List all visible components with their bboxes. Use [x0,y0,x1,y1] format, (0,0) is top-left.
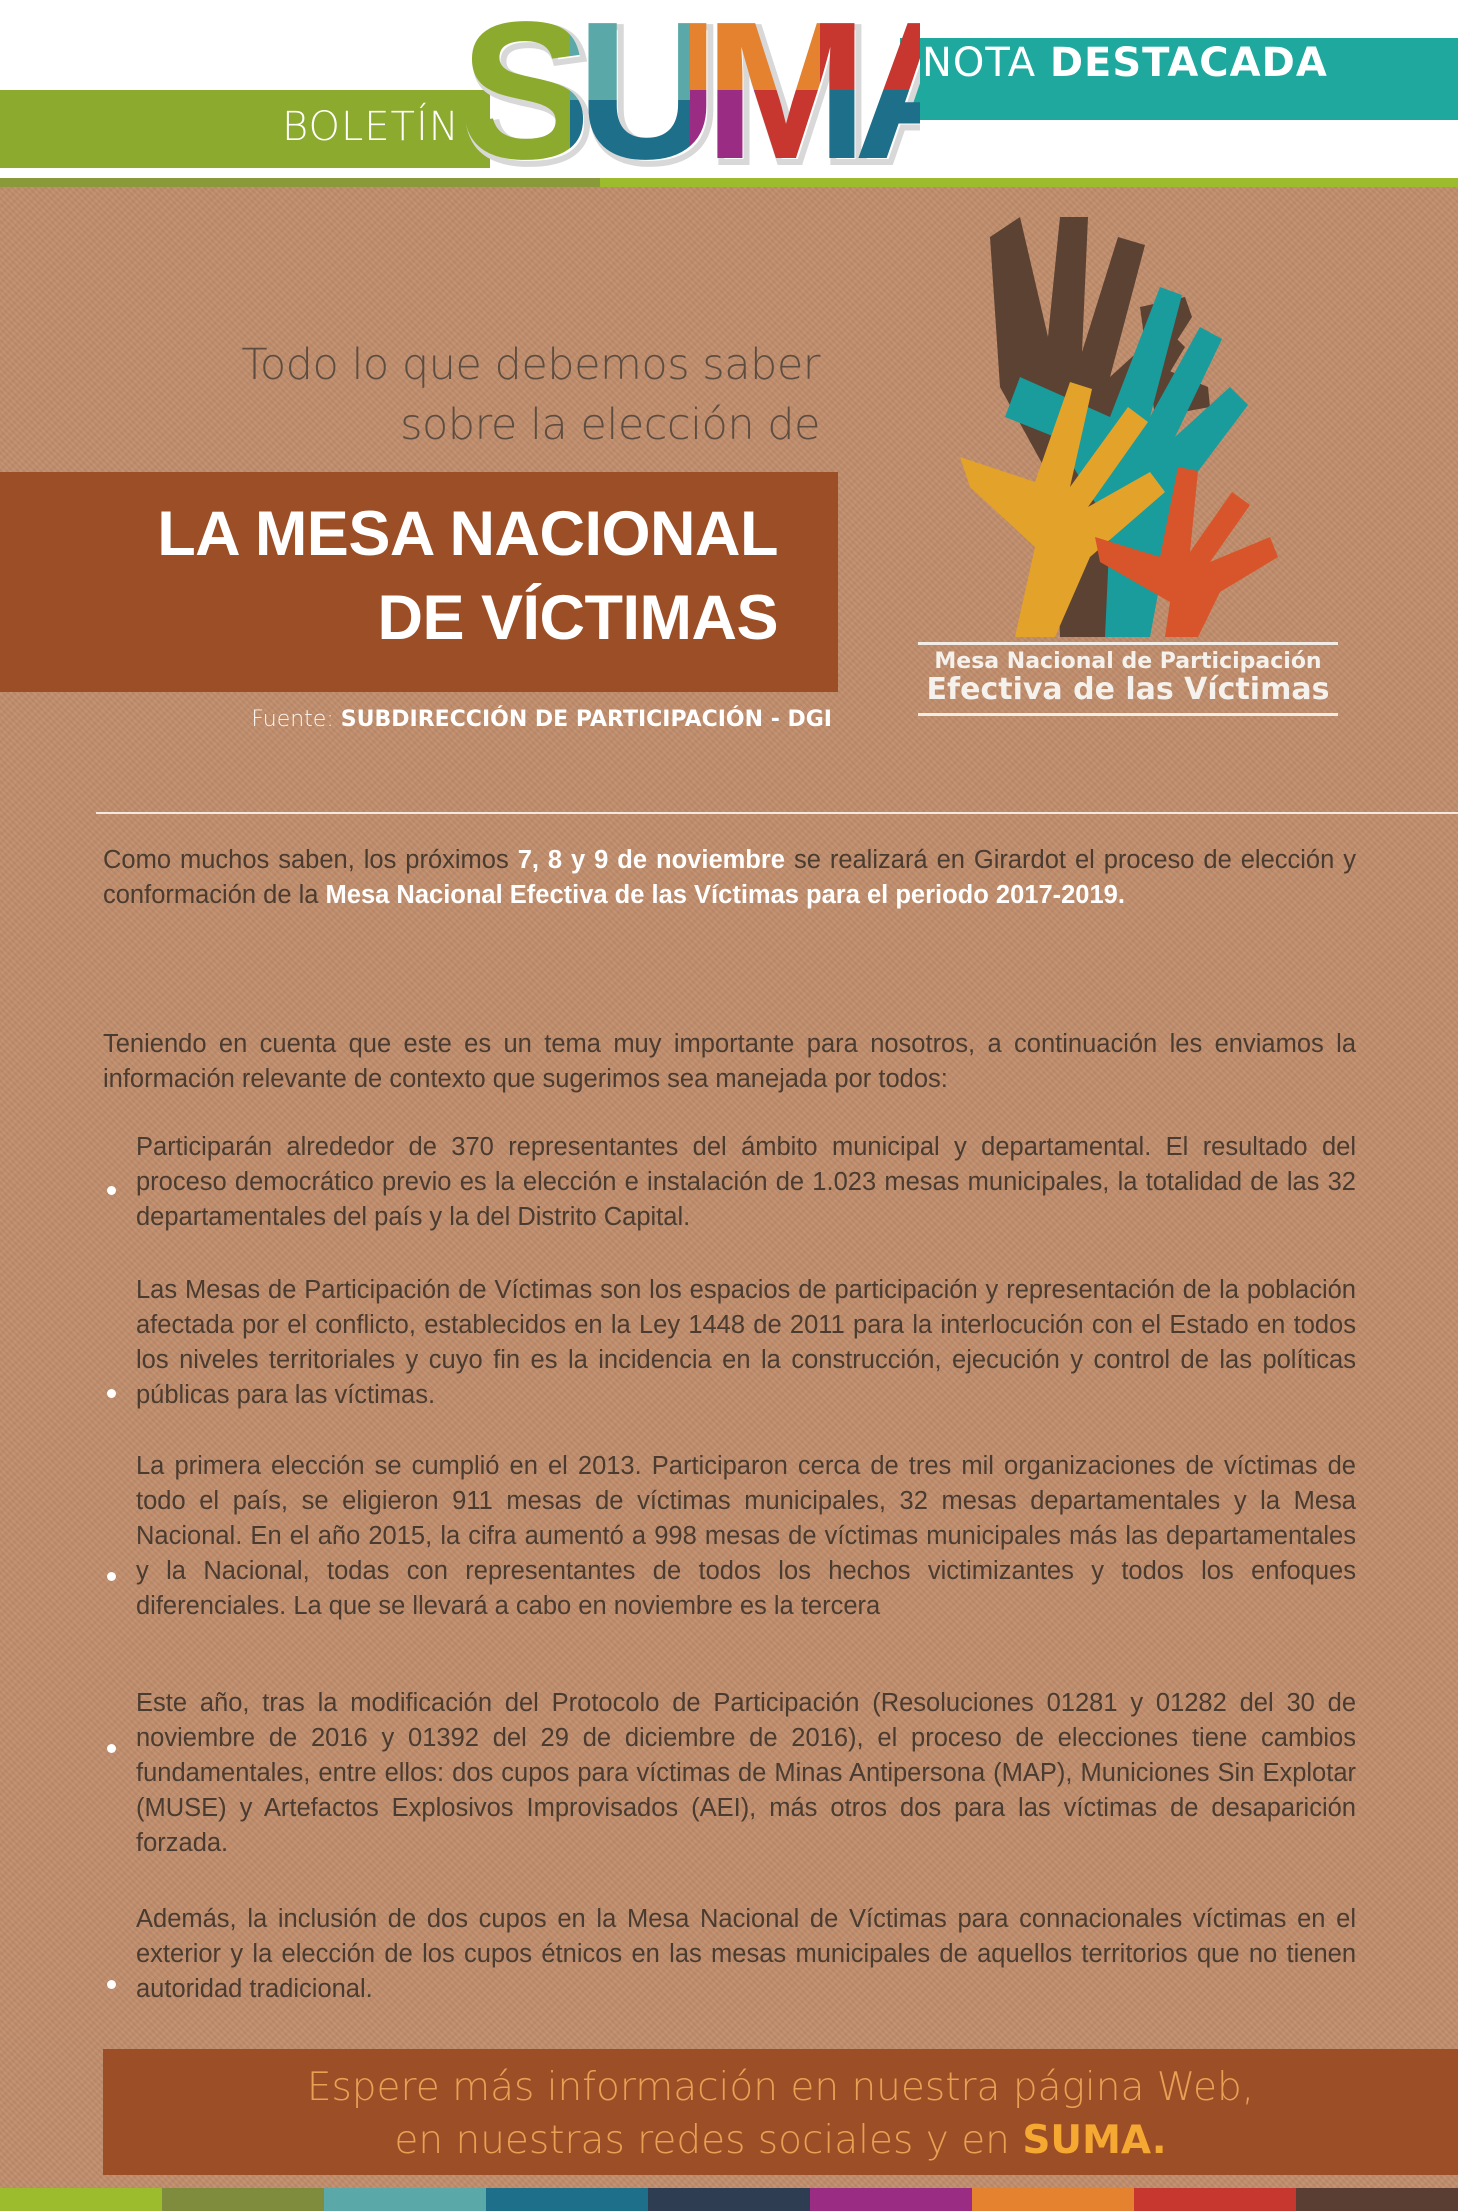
list-item-text: La primera elección se cumplió en el 2013. Participaron cerca de tres mil organizaciones de víctimas de todo el país, se eligieron 911 mesas de víctimas municipales, 32 mesas departamentales y la Mesa Nacional. En el año 2015, la cifra aumentó a 998 mesas de víctimas municipales más las departamentales y la Nacional, todas con representantes de todos los hechos victimizantes y todos los enfoques diferenciales. La que se llevará a cabo en noviembre es la tercera [136,1452,1356,1620]
header-underline-dark [0,178,600,187]
source-value: SUBDIRECCIÓN DE PARTICIPACIÓN - DGI [340,707,832,732]
nota-label: NOTA [922,40,1037,86]
p1-text-a: Como muchos saben, los próximos [103,846,518,874]
bullet-dot [107,1744,116,1753]
p1-dates: 7, 8 y 9 de noviembre [517,846,785,874]
footer-line-2-text: en nuestras redes sociales y en [394,2118,1023,2163]
color-strip-segment [1134,2188,1296,2211]
list-item [103,1449,1356,1624]
logo-caption-line-2: Efectiva de las Víctimas [926,672,1330,707]
paragraph-intro [103,843,1356,913]
intro-line-1: Todo lo que debemos saber [241,340,820,390]
title-banner [0,472,838,692]
list-item [103,1130,1356,1235]
hands-logo [960,217,1340,657]
intro-heading [180,335,820,455]
suma-logo [460,0,920,170]
footer-callout [103,2049,1458,2175]
bullet-dot [107,1389,116,1398]
logo-caption-bottom-rule [918,713,1338,716]
logo-caption [916,642,1340,716]
p1-mesa-name: Mesa Nacional Efectiva de las Víctimas para el periodo 2017-2019. [325,881,1125,909]
header [0,0,1458,187]
intro-line-2: sobre la elección de [400,400,820,450]
main-content [0,187,1458,2188]
color-strip-segment [162,2188,324,2211]
color-strip-segment [324,2188,486,2211]
bullet-dot [107,1186,116,1195]
logo-caption-top-rule [918,642,1338,645]
list-item-text: Además, la inclusión de dos cupos en la Mesa Nacional de Víctimas para connacionales víctimas en el exterior y la elección de los cupos étnicos en las mesas municipales de aquellos territorios que no tienen autoridad tradicional. [136,1905,1356,2003]
footer-line-2 [103,2114,1458,2167]
section-divider [96,812,1458,814]
color-strip-segment [648,2188,810,2211]
bullet-dot [107,1572,116,1581]
color-strip-segment [0,2188,162,2211]
color-strip-segment [810,2188,972,2211]
color-strip-segment [1296,2188,1458,2211]
list-item-text: Participarán alrededor de 370 representantes del ámbito municipal y departamental. El resultado del proceso democrático previo es la elección e instalación de 1.023 mesas municipales, la totalidad de las 32 departamentales del país y la del Distrito Capital. [136,1133,1356,1231]
list-item-text: Este año, tras la modificación del Protocolo de Participación (Resoluciones 01281 y 01282 del 30 de noviembre de 2016 y 01392 del 29 de diciembre de 2016), el proceso de elecciones tiene cambios fundamentales, entre ellos: dos cupos para víctimas de Minas Antipersona (MAP), Municiones Sin Explotar (MUSE) y Artefactos Explosivos Improvisados (AEI), más otros dos para las víctimas de desaparición forzada. [136,1689,1356,1857]
destacada-label: DESTACADA [1049,40,1328,86]
p1-text-c: se realizará en Girardot el proceso de elección y conformación de la [103,846,1357,909]
list-item [103,1686,1356,1861]
logo-caption-line-1: Mesa Nacional de Participación [934,649,1322,674]
paragraph-context: Teniendo en cuenta que este es un tema muy importante para nosotros, a continuación les enviamos la información relevante de contexto que sugerimos sea manejada por todos: [103,1030,1356,1093]
footer-line-1: Espere más información en nuestra página Web, [306,2065,1255,2110]
list-item [103,1273,1356,1413]
nota-destacada-label [922,40,1328,86]
source-credit [200,707,832,732]
title-line-1: LA MESA NACIONAL [157,499,778,569]
list-item-text: Las Mesas de Participación de Víctimas son los espacios de participación y representación de la población afectada por el conflicto, establecidos en la Ley 1448 de 2011 para la interlocución con el Estado en todos los niveles territoriales y cuyo fin es la incidencia en la construcción, ejecución y control de las políticas públicas para las víctimas. [136,1276,1356,1409]
boletin-label: BOLETÍN [282,104,460,150]
source-label: Fuente: [251,707,334,732]
list-item [103,1902,1356,2007]
title-line-2: DE VÍCTIMAS [377,583,778,653]
header-underline-light [600,178,1458,187]
color-strip-segment [972,2188,1134,2211]
bottom-color-strip [0,2188,1458,2211]
page-title [157,492,778,660]
footer-suma-text: SUMA. [1022,2118,1167,2163]
bullet-dot [107,1980,116,1989]
color-strip-segment [486,2188,648,2211]
